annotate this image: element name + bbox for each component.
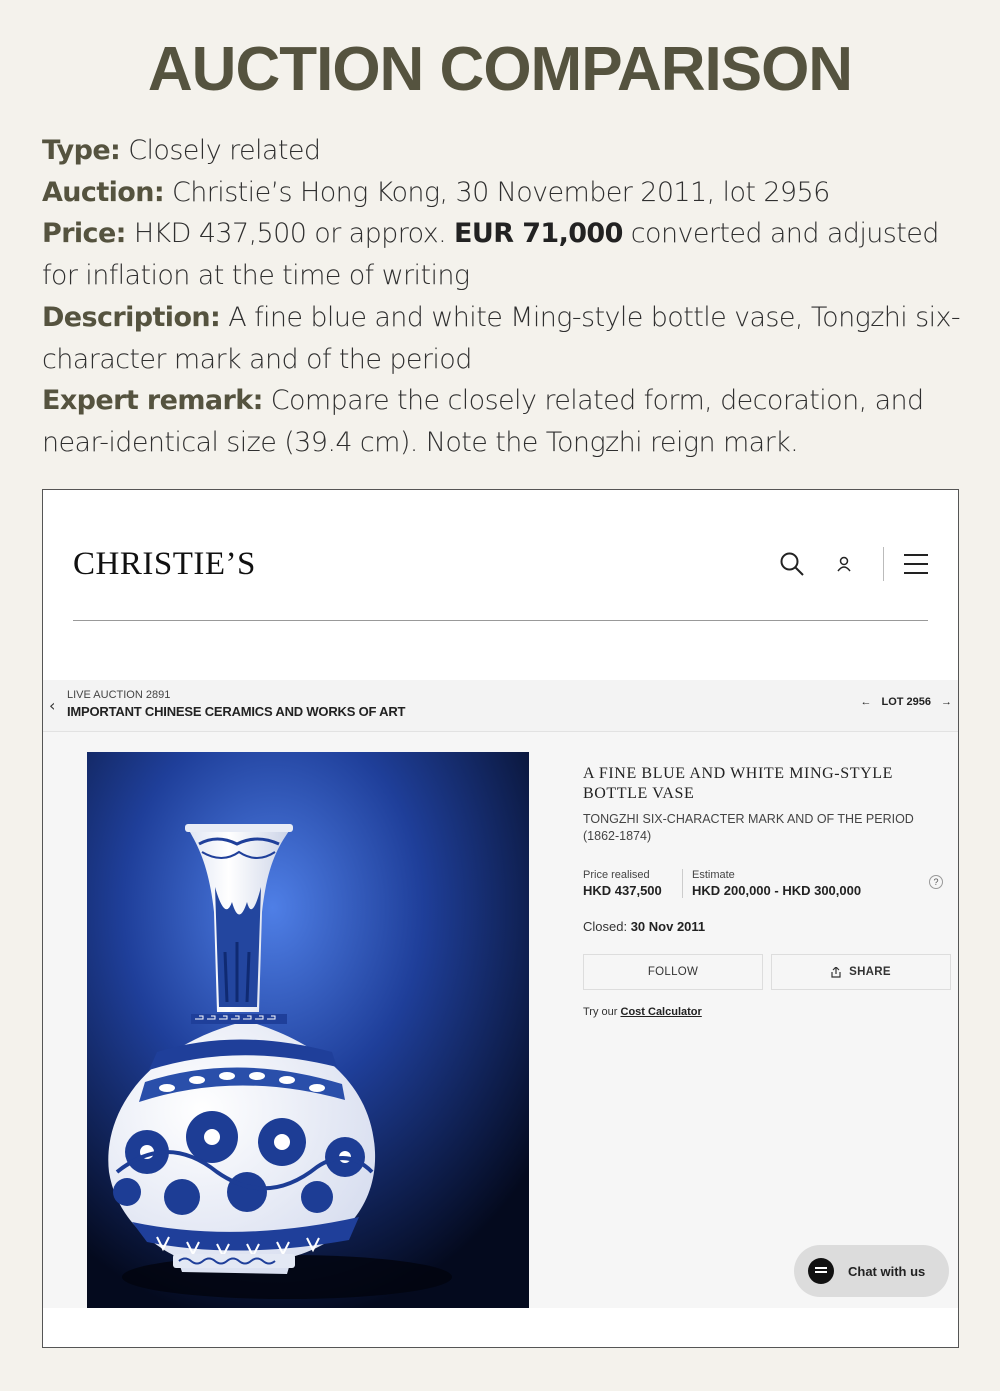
share-button[interactable] [771, 954, 951, 990]
arrow-left-icon[interactable]: ← [860, 696, 872, 708]
page-heading: AUCTION COMPARISON [147, 35, 853, 104]
christies-logo[interactable]: CHRISTIE’S [73, 546, 256, 582]
remark-line [42, 380, 962, 463]
lot-content [43, 732, 959, 1308]
estimate-value: HKD 200,000 - HKD 300,000 [692, 883, 862, 898]
lot-title: A FINE BLUE AND WHITE MING-STYLE BOTTLE VASE [583, 765, 893, 802]
remark-label: Expert remark: [42, 385, 263, 417]
price-realised-value: HKD 437,500 [583, 883, 662, 898]
lot-details [583, 764, 943, 1018]
price-realised [583, 869, 662, 898]
search-icon[interactable] [779, 551, 805, 577]
follow-button[interactable] [583, 954, 763, 990]
price-label: Price: [42, 218, 126, 250]
description-line [42, 297, 962, 380]
header-divider [883, 547, 884, 581]
chevron-left-icon[interactable]: ‹ [49, 696, 56, 715]
auction-value: Christie’s Hong Kong, 30 November 2011, lot 2956 [172, 176, 830, 208]
comparison-info [42, 130, 962, 464]
christies-screenshot [42, 489, 959, 1348]
chat-bubble-icon [808, 1258, 834, 1284]
price-block [583, 869, 943, 909]
type-label: Type: [42, 135, 121, 166]
auction-line [42, 172, 962, 214]
price-post: converted and adjusted for inflation at the time of writing [42, 218, 939, 292]
price-realised-label: Price realised [583, 869, 650, 881]
breadcrumb [43, 680, 959, 732]
breadcrumb-sub[interactable]: LIVE AUCTION 2891 [67, 689, 171, 701]
chat-button[interactable] [794, 1245, 949, 1297]
type-value: Closely related [128, 135, 321, 166]
follow-label: FOLLOW [647, 966, 699, 978]
description-label: Description: [42, 301, 221, 333]
share-label: SHARE [849, 966, 891, 978]
auction-label: Auction: [42, 176, 165, 208]
estimate-label: Estimate [692, 869, 735, 881]
closed-value: 30 Nov 2011 [630, 919, 706, 934]
closed-date [583, 919, 943, 934]
lot-navigation [860, 696, 952, 708]
menu-icon[interactable] [904, 553, 928, 575]
cost-calculator-line [583, 1006, 943, 1018]
lot-subtitle: TONGZHI SIX-CHARACTER MARK AND OF THE PERIOD (1862-1874) [583, 812, 914, 843]
price-line [42, 213, 962, 296]
action-buttons [583, 954, 951, 990]
type-line [42, 130, 962, 172]
vase-photo[interactable] [87, 752, 529, 1308]
description-value: A fine blue and white Ming-style bottle vase, Tongzhi six-character mark and of the period [42, 301, 961, 375]
header-icons [779, 548, 928, 580]
arrow-right-icon[interactable]: → [941, 696, 952, 708]
account-icon[interactable] [835, 555, 853, 573]
calc-pre: Try our [583, 1006, 618, 1018]
price-pre: HKD 437,500 or approx. [133, 218, 447, 250]
price-highlight: EUR 71,000 [454, 218, 623, 250]
share-icon [831, 967, 841, 978]
breadcrumb-main[interactable]: IMPORTANT CHINESE CERAMICS AND WORKS OF ART [67, 704, 406, 719]
cost-calculator-link[interactable]: Cost Calculator [620, 1006, 702, 1018]
header-rule [73, 620, 928, 621]
help-icon[interactable]: ? [929, 875, 943, 889]
lot-number: LOT 2956 [881, 696, 931, 708]
remark-value: Compare the closely related form, decoration, and near-identical size (39.4 cm). Note the Tongzhi reign mark. [42, 385, 924, 458]
closed-label: Closed: [583, 919, 628, 934]
estimate [682, 869, 861, 898]
chat-label: Chat with us [848, 1263, 926, 1279]
